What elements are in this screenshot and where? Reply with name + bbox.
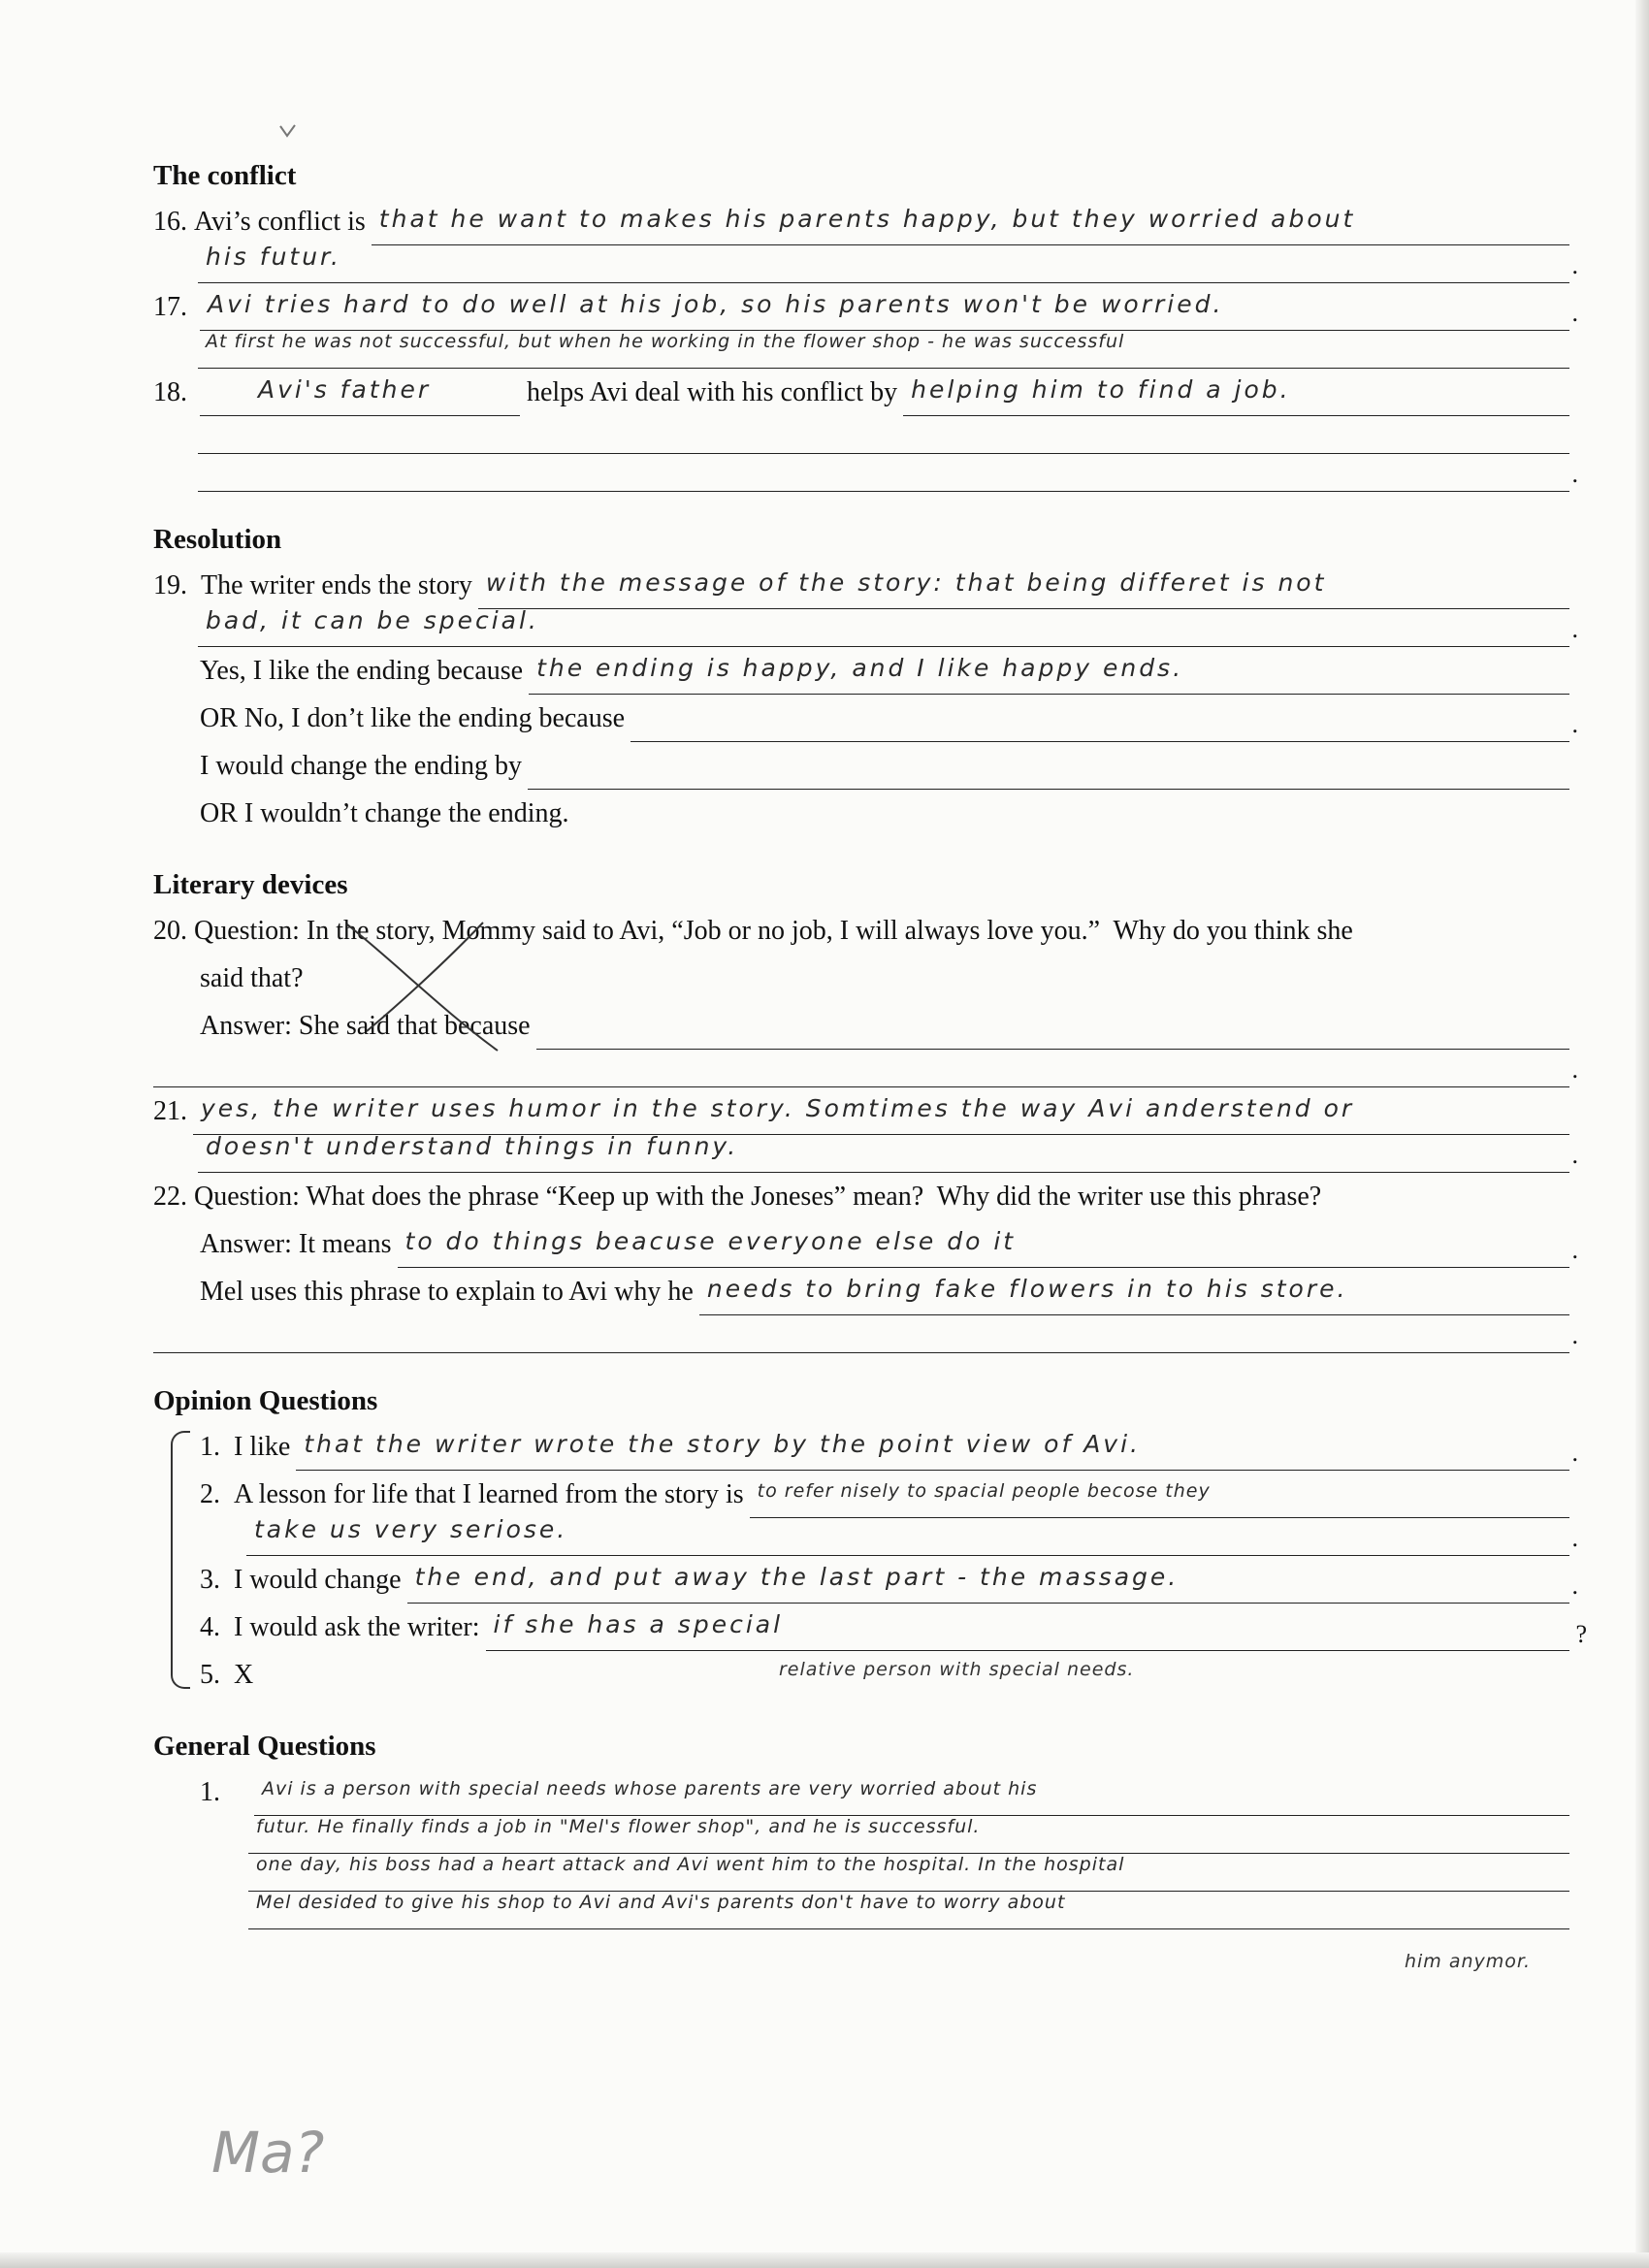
item-number: 2. [200, 1479, 234, 1509]
question-number: 16. [153, 207, 194, 237]
question-22-mel [153, 1268, 1569, 1315]
question-20-continued [153, 955, 1569, 1002]
general-line [153, 1892, 1569, 1972]
question-number: 17. [153, 292, 194, 322]
item-number: 5. [200, 1660, 234, 1690]
handwritten-note: relative person with special needs. [779, 1659, 1135, 1680]
answer-line[interactable] [296, 1430, 1569, 1471]
opinion-item [153, 1556, 1569, 1604]
handwritten-initials: Ma? [211, 2120, 325, 2186]
handwritten-answer: Avi's father [258, 375, 432, 404]
page-bottom-shadow [0, 2252, 1649, 2268]
question-17-continued [153, 331, 1569, 369]
answer-line-empty[interactable] [153, 1050, 1569, 1087]
section-heading-opinion: Opinion Questions [153, 1385, 378, 1416]
answer-line-empty[interactable] [153, 1315, 1569, 1353]
question-prompt: Mel uses this phrase to explain to Avi why he [200, 1277, 694, 1307]
opinion-item [153, 1423, 1569, 1471]
question-19-yes [153, 647, 1569, 695]
question-text: Question: In the story, Mommy said to Avi, “Job or no job, I will always love you.” Why do you think she [194, 916, 1353, 946]
question-20 [153, 907, 1569, 955]
answer-line[interactable] [630, 704, 1569, 742]
question-prompt: I would change the ending by [200, 751, 523, 781]
handwritten-answer: yes, the writer uses humor in the story. Somtimes the way Avi anderstend or [201, 1094, 1355, 1122]
item-prompt: A lesson for life that I learned from the story is [234, 1479, 744, 1509]
answer-line[interactable] [198, 331, 1569, 369]
handwritten-answer: with the message of the story: that being differet is not [485, 568, 1327, 597]
opinion-questions [153, 1423, 1569, 1699]
handwritten-answer: his futur. [206, 243, 341, 271]
question-19-continued [153, 606, 1569, 647]
question-prompt: helps Avi deal with his conflict by [520, 377, 898, 407]
answer-line[interactable] [246, 1515, 1569, 1556]
handwritten-answer: take us very seriose. [254, 1515, 568, 1543]
question-prompt: Answer: It means [200, 1229, 392, 1259]
handwritten-answer: futur. He finally finds a job in "Mel's flower shop", and he is successful. [256, 1816, 981, 1837]
item-number: 4. [200, 1612, 234, 1642]
answer-line-empty[interactable] [198, 454, 1569, 492]
handwritten-answer: one day, his boss had a heart attack and Avi went him to the hospital. In the hospital [256, 1854, 1125, 1875]
opinion-item-continued [153, 1515, 1569, 1556]
handwritten-answer: Avi is a person with special needs whose parents are very worried about his [262, 1778, 1038, 1799]
handwritten-answer: At first he was not successful, but when he working in the flower shop - he was successful [206, 331, 1125, 352]
question-number: 18. [153, 377, 194, 407]
question-prompt: Yes, I like the ending because [200, 656, 524, 686]
pen-mark-icon [279, 124, 297, 138]
handwritten-answer: that he want to makes his parents happy, but they worried about [378, 205, 1356, 233]
question-16 [153, 198, 1569, 245]
answer-line[interactable] [372, 205, 1569, 245]
question-22 [153, 1173, 1569, 1220]
answer-line-short[interactable] [200, 375, 520, 416]
handwritten-answer: needs to bring fake flowers in to his store. [706, 1275, 1348, 1303]
answer-line[interactable] [903, 375, 1569, 416]
handwritten-answer: Avi tries hard to do well at his job, so his parents won't be worried. [208, 290, 1224, 318]
item-prompt: I would change [234, 1565, 402, 1595]
handwritten-answer: Mel desided to give his shop to Avi and Avi's parents don't have to worry about [256, 1892, 1066, 1913]
section-heading-general: General Questions [153, 1731, 376, 1762]
answer-line[interactable] [699, 1275, 1569, 1315]
handwritten-answer: that the writer wrote the story by the point view of Avi. [304, 1430, 1141, 1458]
answer-line-empty[interactable] [198, 416, 1569, 454]
question-18 [153, 369, 1569, 416]
question-prompt: Avi’s conflict is [194, 207, 366, 237]
answer-line[interactable] [750, 1480, 1569, 1518]
question-text: Question: What does the phrase “Keep up with the Joneses” mean? Why did the writer use this phrase? [194, 1182, 1322, 1212]
question-19-no-change [153, 790, 1569, 837]
question-number: 21. [153, 1096, 187, 1126]
question-number: 22. [153, 1182, 194, 1212]
section-heading-conflict: The conflict [153, 160, 297, 191]
page-edge-shadow [1635, 0, 1649, 2268]
question-19-change [153, 742, 1569, 790]
option-text: OR I wouldn’t change the ending. [200, 798, 569, 828]
question-number: 1. [200, 1777, 220, 1807]
question-number: 20. [153, 916, 194, 946]
section-heading-resolution: Resolution [153, 524, 282, 555]
question-22-means [153, 1220, 1569, 1268]
answer-line[interactable] [198, 1132, 1569, 1173]
question-21-continued [153, 1132, 1569, 1173]
item-prompt: I would ask the writer: [234, 1612, 480, 1642]
handwritten-answer: the end, and put away the last part - the massage. [414, 1563, 1180, 1591]
answer-line[interactable] [407, 1563, 1569, 1604]
section-heading-literary: Literary devices [153, 869, 348, 900]
handwritten-answer: to refer nisely to spacial people becose they [757, 1480, 1211, 1502]
handwritten-answer: the ending is happy, and I like happy ends. [536, 654, 1184, 682]
answer-line[interactable] [528, 752, 1569, 790]
handwritten-answer: if she has a special [493, 1610, 784, 1638]
question-number: 19. [153, 570, 201, 600]
answer-line[interactable] [398, 1227, 1569, 1268]
question-16-continued [153, 245, 1569, 283]
answer-line[interactable] [198, 245, 1569, 283]
question-prompt: The writer ends the story [201, 570, 472, 600]
question-19-no [153, 695, 1569, 742]
handwritten-note: him anymor. [1404, 1951, 1531, 1972]
question-prompt: OR No, I don’t like the ending because [200, 703, 626, 733]
question-prompt: Answer: She said that because [200, 1011, 531, 1041]
question-text: said that? [200, 963, 304, 993]
handwritten-answer: to do things beacuse everyone else do it [404, 1227, 1017, 1255]
handwritten-answer: doesn't understand things in funny. [206, 1132, 739, 1160]
opinion-item [153, 1604, 1569, 1680]
answer-line[interactable] [198, 606, 1569, 647]
answer-line[interactable] [478, 568, 1569, 609]
item-number: 1. [200, 1432, 234, 1462]
answer-line[interactable] [536, 1012, 1569, 1050]
answer-line[interactable] [529, 654, 1569, 695]
worksheet-content [153, 153, 1569, 1972]
answer-line[interactable] [248, 1892, 1569, 1929]
question-20-answer [153, 1002, 1569, 1050]
item-number: 3. [200, 1565, 234, 1595]
item-prompt: X [234, 1660, 254, 1690]
handwritten-answer: bad, it can be special. [206, 606, 539, 634]
item-prompt: I like [234, 1432, 291, 1462]
handwritten-answer: helping him to find a job. [911, 375, 1291, 404]
